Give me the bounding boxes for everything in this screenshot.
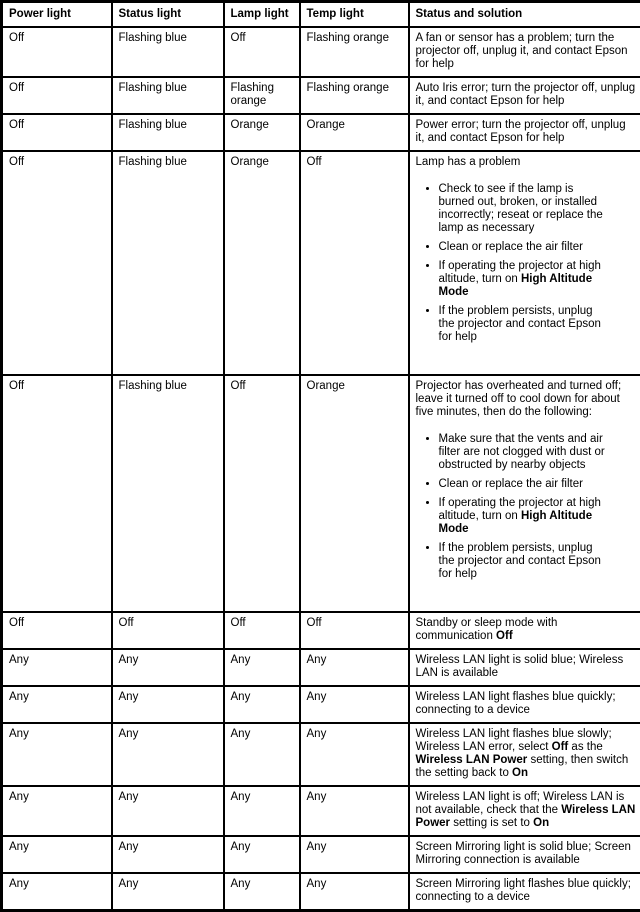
table-row: [2, 686, 640, 723]
cell-power-light: Any: [2, 873, 112, 911]
cell-status-light: Any: [112, 836, 224, 873]
solution-bullet: [439, 433, 608, 472]
cell-status-and-solution: [409, 873, 640, 911]
solution-bullet: [439, 183, 608, 235]
text-segment: as the: [568, 741, 603, 753]
text-segment: setting is set to: [450, 817, 533, 829]
bold-text: On: [512, 767, 528, 779]
solution-text: [416, 82, 638, 108]
solution-text: [416, 156, 638, 169]
solution-text: [416, 841, 638, 867]
solution-text: [416, 878, 638, 904]
text-segment: Screen Mirroring light flashes blue quickly; connecting to a device: [416, 878, 631, 903]
cell-power-light: Any: [2, 786, 112, 836]
table-row: [2, 786, 640, 836]
table-body: [2, 27, 640, 911]
cell-status-and-solution: [409, 612, 640, 649]
cell-status-light: Any: [112, 686, 224, 723]
solution-text: [416, 380, 638, 419]
cell-lamp-light: Any: [224, 686, 300, 723]
bold-text: Wireless LAN Power: [416, 804, 636, 829]
cell-lamp-light: Flashing orange: [224, 77, 300, 114]
cell-lamp-light: Off: [224, 612, 300, 649]
solution-bullet: [439, 260, 608, 299]
cell-status-light: Flashing blue: [112, 151, 224, 375]
cell-temp-light: Any: [300, 649, 409, 686]
solution-bullet: [439, 241, 608, 254]
cell-status-and-solution: [409, 27, 640, 77]
text-segment: Auto Iris error; turn the projector off, unplug it, and contact Epson for help: [416, 82, 636, 107]
solution-bullet: [439, 542, 608, 581]
bold-text: High Altitude Mode: [439, 510, 593, 535]
cell-status-light: Any: [112, 649, 224, 686]
cell-status-light: Flashing blue: [112, 27, 224, 77]
cell-status-and-solution: [409, 686, 640, 723]
solution-text: [416, 791, 638, 830]
cell-status-and-solution: [409, 77, 640, 114]
cell-power-light: Off: [2, 27, 112, 77]
cell-status-light: Any: [112, 873, 224, 911]
solution-bullet-list: [416, 183, 608, 344]
cell-power-light: Off: [2, 114, 112, 151]
solution-bullet: [439, 305, 608, 344]
cell-status-and-solution: [409, 723, 640, 786]
cell-status-and-solution: [409, 786, 640, 836]
column-header-temp-light: Temp light: [300, 2, 409, 28]
cell-power-light: Off: [2, 77, 112, 114]
cell-power-light: Any: [2, 686, 112, 723]
cell-power-light: Off: [2, 612, 112, 649]
text-segment: Check to see if the lamp is burned out, broken, or installed incorrectly; reseat or replace the lamp as necessary: [439, 183, 603, 234]
cell-status-and-solution: [409, 114, 640, 151]
solution-text: [416, 654, 638, 680]
cell-status-and-solution: [409, 375, 640, 612]
text-segment: If the problem persists, unplug the projector and contact Epson for help: [439, 542, 601, 580]
cell-status-light: Any: [112, 723, 224, 786]
cell-lamp-light: Orange: [224, 151, 300, 375]
cell-temp-light: Flashing orange: [300, 27, 409, 77]
text-segment: setting, then switch the setting back to: [416, 754, 629, 779]
table-row: [2, 873, 640, 911]
text-segment: Clean or replace the air filter: [439, 478, 583, 490]
cell-power-light: Off: [2, 151, 112, 375]
cell-status-and-solution: [409, 649, 640, 686]
cell-status-and-solution: [409, 836, 640, 873]
cell-lamp-light: Any: [224, 723, 300, 786]
bold-text: High Altitude Mode: [439, 273, 593, 298]
cell-temp-light: Off: [300, 151, 409, 375]
cell-lamp-light: Any: [224, 786, 300, 836]
table-row: [2, 77, 640, 114]
text-segment: If operating the projector at high altitude, turn on: [439, 497, 601, 522]
text-segment: If operating the projector at high altitude, turn on: [439, 260, 601, 285]
cell-power-light: Off: [2, 375, 112, 612]
header-row: [2, 2, 640, 28]
text-segment: Clean or replace the air filter: [439, 241, 583, 253]
table-row: [2, 836, 640, 873]
cell-power-light: Any: [2, 723, 112, 786]
bold-text: Off: [496, 630, 513, 642]
solution-text: [416, 691, 638, 717]
cell-lamp-light: Any: [224, 873, 300, 911]
table-row: [2, 151, 640, 375]
text-segment: Wireless LAN light is solid blue; Wireless LAN is available: [416, 654, 624, 679]
cell-lamp-light: Any: [224, 836, 300, 873]
text-segment: Lamp has a problem: [416, 156, 521, 168]
solution-text: [416, 119, 638, 145]
cell-status-light: Any: [112, 786, 224, 836]
text-segment: Wireless LAN light flashes blue slowly; Wireless LAN error, select: [416, 728, 612, 753]
table-row: [2, 114, 640, 151]
cell-status-light: Off: [112, 612, 224, 649]
text-segment: If the problem persists, unplug the projector and contact Epson for help: [439, 305, 601, 343]
table-row: [2, 723, 640, 786]
text-segment: Screen Mirroring light is solid blue; Screen Mirroring connection is available: [416, 841, 631, 866]
cell-status-and-solution: [409, 151, 640, 375]
bold-text: Off: [552, 741, 569, 753]
column-header-lamp-light: Lamp light: [224, 2, 300, 28]
text-segment: Wireless LAN light is off; Wireless LAN is not available, check that the: [416, 791, 625, 816]
solution-text: [416, 728, 638, 780]
cell-lamp-light: Off: [224, 375, 300, 612]
cell-temp-light: Off: [300, 612, 409, 649]
cell-temp-light: Any: [300, 723, 409, 786]
cell-temp-light: Any: [300, 786, 409, 836]
column-header-status-light: Status light: [112, 2, 224, 28]
text-segment: Make sure that the vents and air filter are not clogged with dust or obstructed by nearby objects: [439, 433, 605, 471]
column-header-power-light: Power light: [2, 2, 112, 28]
column-header-status-and-solution: Status and solution: [409, 2, 640, 28]
cell-temp-light: Any: [300, 686, 409, 723]
table-row: [2, 27, 640, 77]
cell-temp-light: Orange: [300, 114, 409, 151]
cell-lamp-light: Off: [224, 27, 300, 77]
text-segment: Standby or sleep mode with communication: [416, 617, 558, 642]
solution-text: [416, 32, 638, 71]
text-segment: Power error; turn the projector off, unplug it, and contact Epson for help: [416, 119, 626, 144]
text-segment: Projector has overheated and turned off; leave it turned off to cool down for about five minutes, then do the following:: [416, 380, 622, 418]
solution-bullet-list: [416, 433, 608, 581]
cell-power-light: Any: [2, 836, 112, 873]
cell-status-light: Flashing blue: [112, 375, 224, 612]
cell-temp-light: Any: [300, 873, 409, 911]
text-segment: A fan or sensor has a problem; turn the projector off, unplug it, and contact Epson for help: [416, 32, 628, 70]
cell-power-light: Any: [2, 649, 112, 686]
solution-text: [416, 617, 638, 643]
text-segment: Wireless LAN light flashes blue quickly; connecting to a device: [416, 691, 616, 716]
cell-temp-light: Flashing orange: [300, 77, 409, 114]
cell-temp-light: Any: [300, 836, 409, 873]
bold-text: Wireless LAN Power: [416, 754, 528, 766]
table-row: [2, 375, 640, 612]
cell-status-light: Flashing blue: [112, 77, 224, 114]
table-row: [2, 612, 640, 649]
table-row: [2, 649, 640, 686]
solution-bullet: [439, 497, 608, 536]
cell-lamp-light: Any: [224, 649, 300, 686]
cell-lamp-light: Orange: [224, 114, 300, 151]
cell-temp-light: Orange: [300, 375, 409, 612]
cell-status-light: Flashing blue: [112, 114, 224, 151]
solution-bullet: [439, 478, 608, 491]
bold-text: On: [533, 817, 549, 829]
